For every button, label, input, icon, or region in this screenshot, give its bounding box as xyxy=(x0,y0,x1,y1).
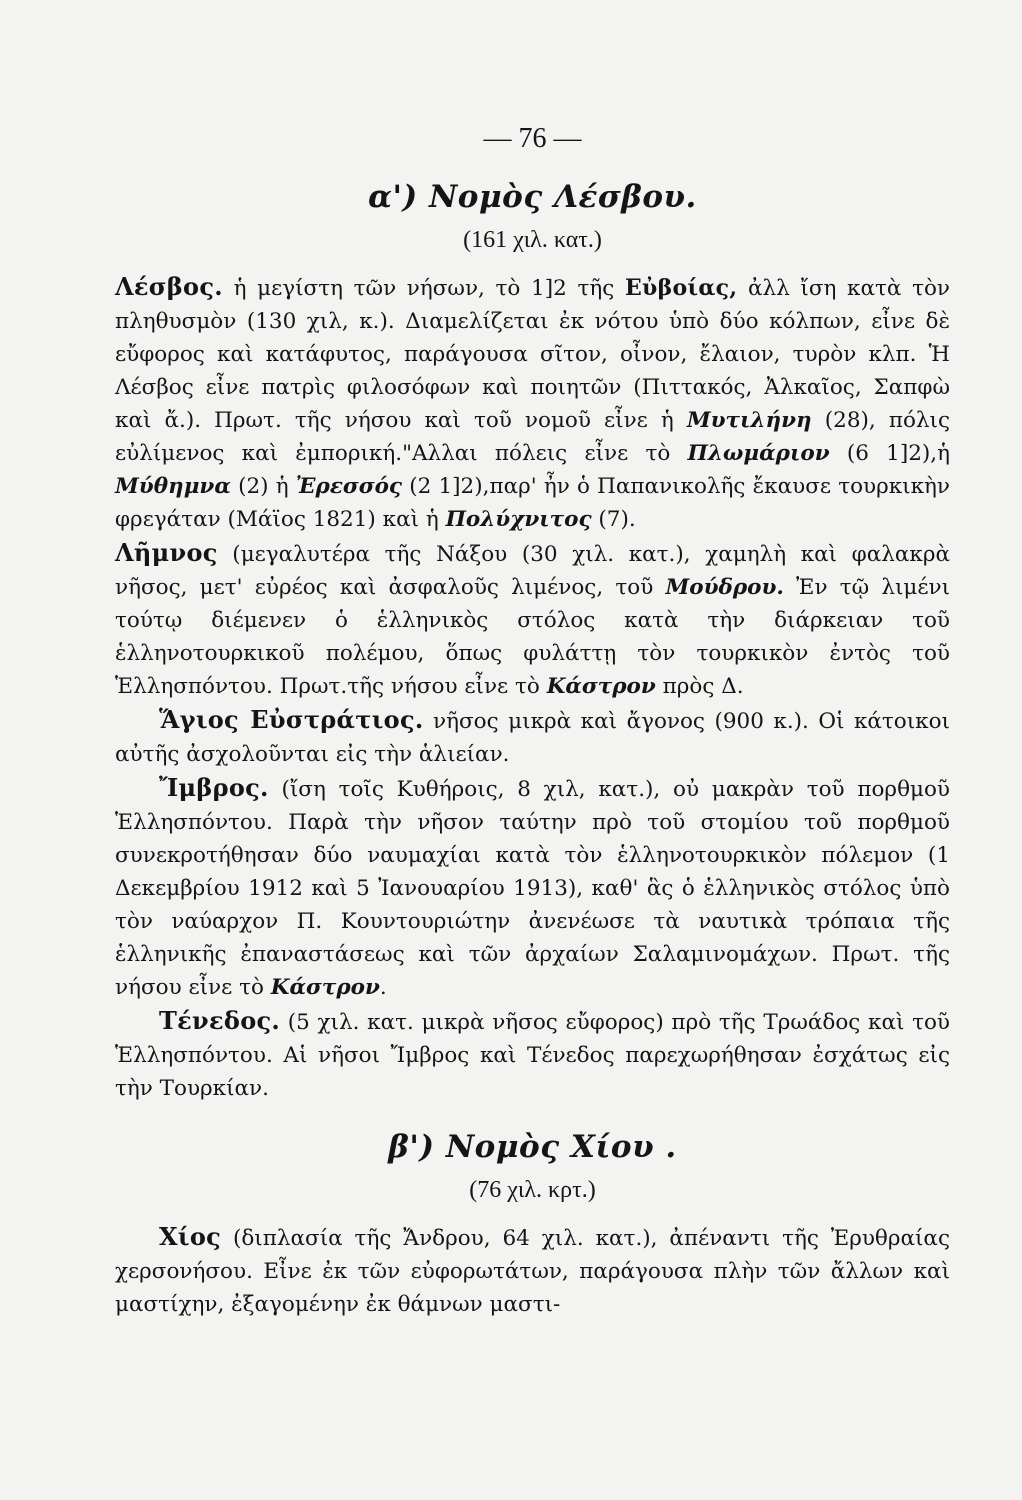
emphasis-run: Πλωμάριον xyxy=(687,441,830,466)
section-chios xyxy=(115,1129,950,1321)
text-run: (5 χιλ. κατ. μικρὰ νῆσος εὔφορος) πρὸ τῆς Τρωάδος καὶ τοῦ Ἑλλησπόντου. Αἱ νῆσοι Ἴμβρος καὶ Τένεδος παρεχωρήθησαν ἐσχάτως εἰς τὴν Τουρκίαν. xyxy=(115,1010,950,1101)
paragraph-chios xyxy=(115,1220,950,1321)
paragraph-imvros xyxy=(115,771,950,1004)
text-run: (2 1]2),παρ' ἦν ὁ Παπανικολῆς ἔκαυσε τουρκικὴν φρεγάταν (Μάϊος 1821) καὶ ἡ xyxy=(115,474,951,532)
section-subtitle: (161 χιλ. κατ.) xyxy=(463,227,602,253)
text-run: ἀλλ ἴση κατὰ τὸν πληθυσμὸν (130 χιλ, κ.). Διαμελίζεται ἐκ νότου ὑπὸ δύο κόλπων, εἶνε δὲ εὔφορος καὶ κατάφυτος, παράγουσα σῖτον, οἶνον, ἔλαιον, τυρὸν κλπ. Ἡ Λέσβος εἶνε πατρὶς φιλοσόφων καὶ ποιητῶν (Πιττακός, Ἀλκαῖος, Σαπφὼ καὶ ἄ.). Πρωτ. τῆς νήσου καὶ τοῦ νομοῦ εἶνε ἡ xyxy=(115,276,950,433)
text-run: (28), πόλις εὐλίμενος καὶ ἐμπορική."Αλλαι πόλεις εἶνε τὸ xyxy=(115,408,950,466)
paragraph-lesvos xyxy=(115,270,950,536)
text-run: (ἴση τοῖς Κυθήροις, 8 χιλ, κατ.), οὐ μακρὰν τοῦ πορθμοῦ Ἑλλησπόντου. Παρὰ τὴν νῆσον ταύτην πρὸ τοῦ στομίου τοῦ πορθμοῦ συνεκροτήθησαν δύο ναυμαχίαι κατὰ τὸν ἑλληνοτουρκικὸν πόλεμον (1 Δεκεμβρίου 1912 καὶ 5 Ἰανουαρίου 1913), καθ' ἃς ὁ ἑλληνικὸς στόλος ὑπὸ τὸν ναύαρχον Π. Κουντουριώτην ἀνενέωσε τὰ ναυτικὰ τρόπαια τῆς ἑλληνικῆς ἐπαναστάσεως καὶ τῶν ἀρχαίων Σαλαμινομάχων. Πρωτ. τῆς νήσου εἶνε τὸ xyxy=(115,777,950,1000)
entry-head: Ἴμβρος. xyxy=(159,773,269,802)
section-lesvos xyxy=(115,179,950,1105)
paragraph-agios-efstratios xyxy=(115,703,950,771)
text-run: . xyxy=(379,975,387,1000)
text-run: (6 1]2),ἡ xyxy=(829,441,950,466)
text-run: (2) ἡ xyxy=(230,474,296,499)
text-run: (μεγαλυτέρα τῆς Νάξου (30 χιλ. κατ.), χαμηλὴ καὶ φαλακρὰ νῆσος, μετ' εὐρέος καὶ ἀσφαλοῦς λιμένος, τοῦ xyxy=(115,542,950,600)
emphasis-run: Κάστρον xyxy=(270,975,380,1000)
text-run: (διπλασία τῆς Ἄνδρου, 64 χιλ. κατ.), ἀπέναντι τῆς Ἐρυθραίας χερσονήσου. Εἶνε ἐκ τῶν εὐφορωτάτων, παράγουσα πλὴν τῶν ἄλλων καὶ μαστίχην, ἐξαγομένην ἐκ θάμνων μαστι- xyxy=(115,1226,950,1317)
section-subtitle: (76 χιλ. κρτ.) xyxy=(469,1177,596,1203)
entry-head: Ἅγιος Εὐστράτιος. xyxy=(159,705,424,734)
paragraph-tenedos xyxy=(115,1004,950,1105)
emphasis-run: Πολύχνιτος xyxy=(445,507,592,532)
emphasis-run: Ἐρεσσός xyxy=(295,474,403,499)
text-run: πρὸς Δ. xyxy=(655,674,744,699)
text-run: (7). xyxy=(591,507,636,532)
paragraph-limnos xyxy=(115,536,950,703)
emphasis-run: Κάστρον xyxy=(546,674,656,699)
emphasis-run: Μυτιλήνη xyxy=(686,408,812,433)
entry-head: Λέσβος. xyxy=(115,272,223,301)
page-number: — 76 — xyxy=(483,123,582,154)
text-run: Ἐν τῷ λιμένι τούτῳ διέμενεν ὁ ἑλληνικὸς στόλος κατὰ τὴν διάρκειαν τοῦ ἑλληνοτουρκικοῦ πολέμου, ὅπως φυλάττῃ τὸν τουρκικὸν ἐντὸς τοῦ Ἑλλησπόντου. Πρωτ.τῆς νήσου εἶνε τὸ xyxy=(115,575,950,699)
emphasis-run: Εὐβοίας, xyxy=(624,275,738,301)
section-title: α') Νομὸς Λέσβου. xyxy=(368,179,697,215)
text-run: νῆσος μικρὰ καὶ ἄγονος (900 κ.). Οἱ κάτοικοι αὐτῆς ἀσχολοῦνται εἰς τὴν ἁλιείαν. xyxy=(115,709,950,767)
section-title: β') Νομὸς Χίου . xyxy=(388,1129,677,1165)
emphasis-run: Μούδρου. xyxy=(665,575,784,600)
entry-head: Χίος xyxy=(159,1222,222,1251)
entry-head: Τένεδος. xyxy=(159,1006,281,1035)
entry-head: Λῆμνος xyxy=(115,538,218,567)
text-run: ἡ μεγίστη τῶν νήσων, τὸ 1]2 τῆς xyxy=(222,276,625,301)
emphasis-run: Μύθημνα xyxy=(115,474,231,499)
